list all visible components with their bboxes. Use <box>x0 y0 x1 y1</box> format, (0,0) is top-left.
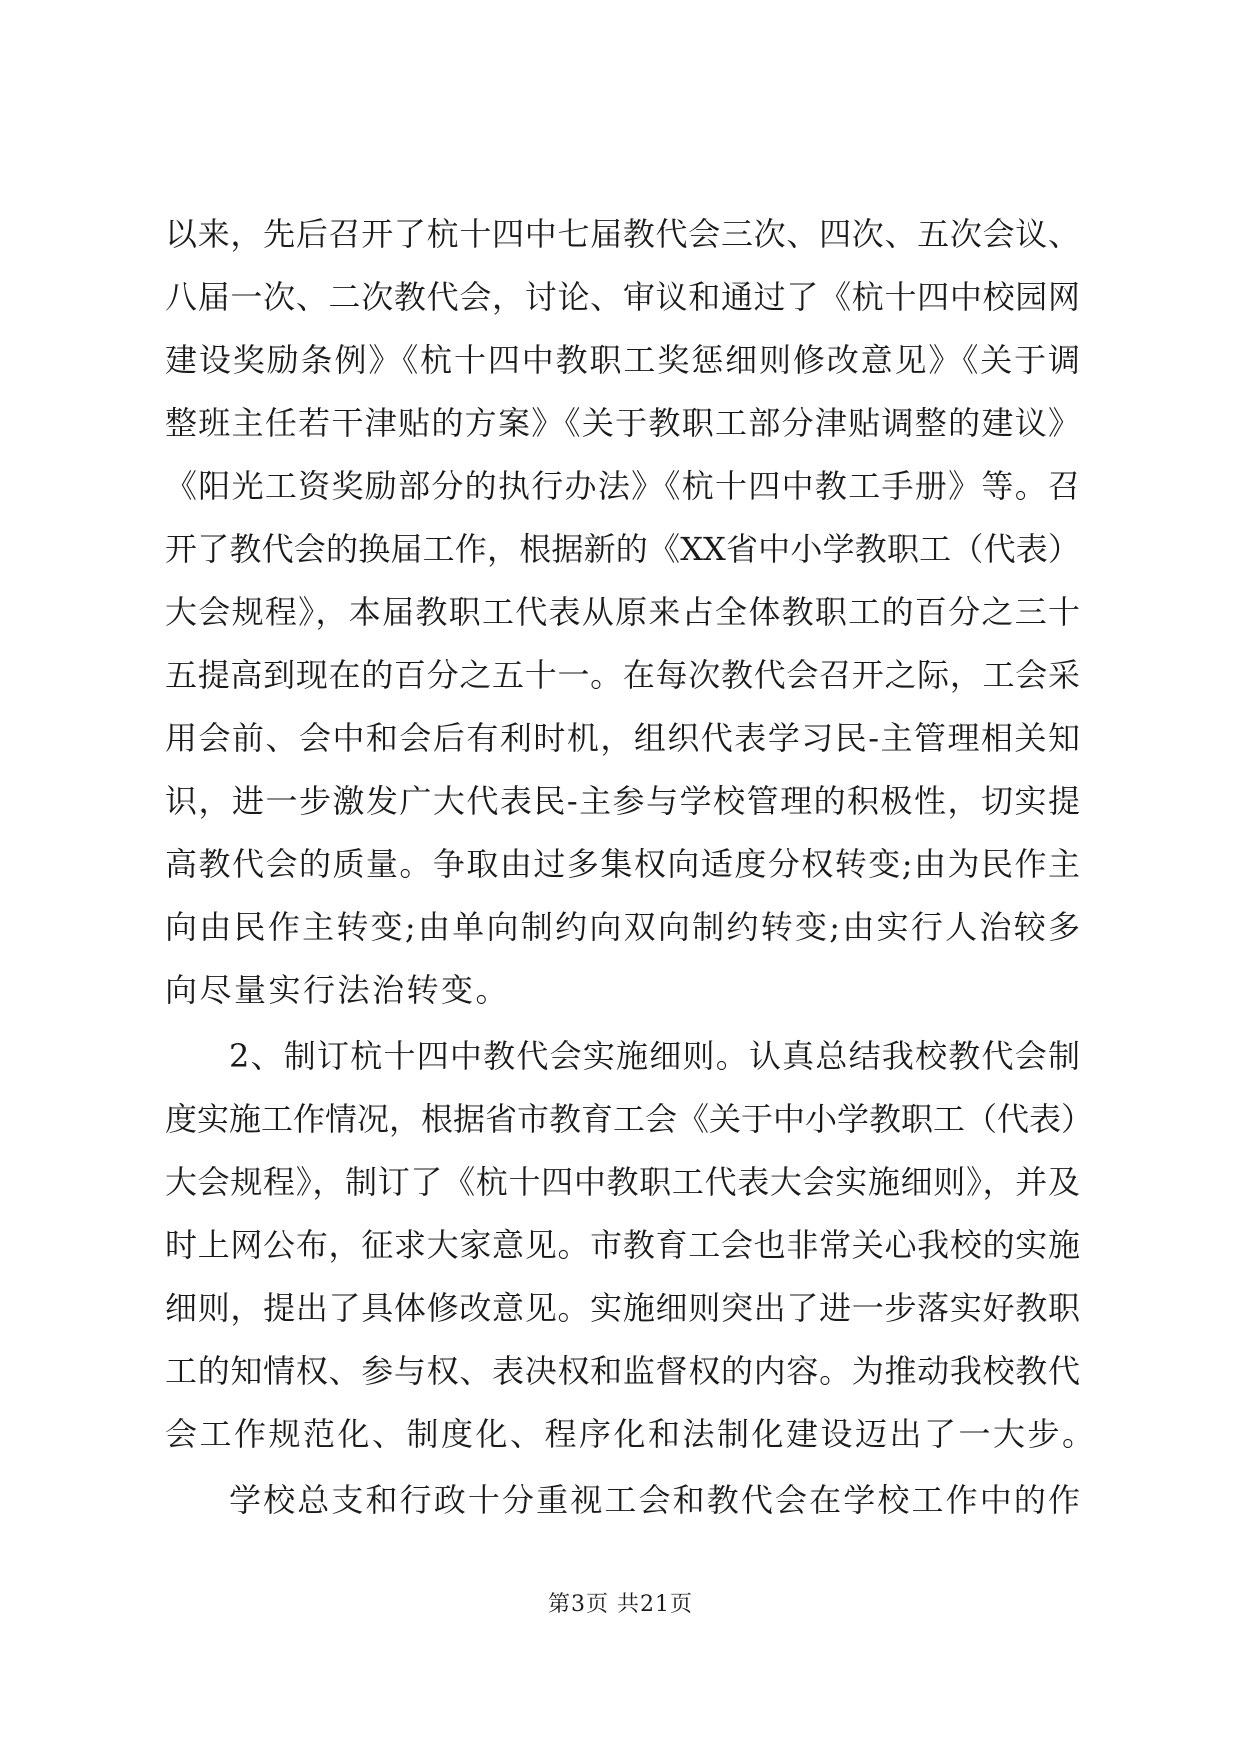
text-line: 向由民作主转变;由单向制约向双向制约转变;由实行人治较多 <box>165 908 1080 946</box>
text-line: 大会规程》，本届教职工代表从原来占全体教职工的百分之三十 <box>165 593 1080 631</box>
paragraph-3 <box>165 1469 1080 1532</box>
text-line: 高教代会的质量。争取由过多集权向适度分权转变;由为民作主 <box>165 845 1080 883</box>
page-number-footer: 第3页 共21页 <box>548 1592 693 1617</box>
text-line: 以来，先后召开了杭十四中七届教代会三次、四次、五次会议、 <box>165 215 1080 253</box>
text-line: 开了教代会的换届工作，根据新的《XX省中小学教职工（代表） <box>165 530 1080 568</box>
paragraph-1 <box>165 203 1080 1022</box>
text-line: 整班主任若干津贴的方案》《关于教职工部分津贴调整的建议》 <box>165 404 1080 442</box>
paragraph-2 <box>165 1025 1097 1466</box>
text-line: 细则，提出了具体修改意见。实施细则突出了进一步落实好教职 <box>165 1289 1080 1327</box>
text-line: 时上网公布，征求大家意见。市教育工会也非常关心我校的实施 <box>165 1226 1080 1264</box>
document-body <box>165 203 1097 1532</box>
text-line: 学校总支和行政十分重视工会和教代会在学校工作中的作 <box>229 1481 1080 1519</box>
text-line: 建设奖励条例》《杭十四中教职工奖惩细则修改意见》《关于调 <box>165 341 1080 379</box>
text-line: 五提高到现在的百分之五十一。在每次教代会召开之际，工会采 <box>165 656 1080 694</box>
text-line: 大会规程》，制订了《杭十四中教职工代表大会实施细则》，并及 <box>165 1163 1080 1201</box>
text-line: 识，进一步激发广大代表民-主参与学校管理的积极性，切实提 <box>165 782 1080 820</box>
text-line: 八届一次、二次教代会，讨论、审议和通过了《杭十四中校园网 <box>165 278 1080 316</box>
text-line: 工的知情权、参与权、表决权和监督权的内容。为推动我校教代 <box>165 1352 1080 1390</box>
text-line: 向尽量实行法治转变。 <box>165 971 511 1009</box>
text-line: 2、制订杭十四中教代会实施细则。认真总结我校教代会制 <box>229 1037 1080 1075</box>
text-line: 《阳光工资奖励部分的执行办法》《杭十四中教工手册》等。召 <box>165 467 1080 505</box>
text-line: 用会前、会中和会后有利时机，组织代表学习民-主管理相关知 <box>165 719 1080 757</box>
text-line: 会工作规范化、制度化、程序化和法制化建设迈出了一大步。 <box>165 1415 1097 1453</box>
text-line: 度实施工作情况，根据省市教育工会《关于中小学教职工（代表） <box>165 1100 1094 1138</box>
